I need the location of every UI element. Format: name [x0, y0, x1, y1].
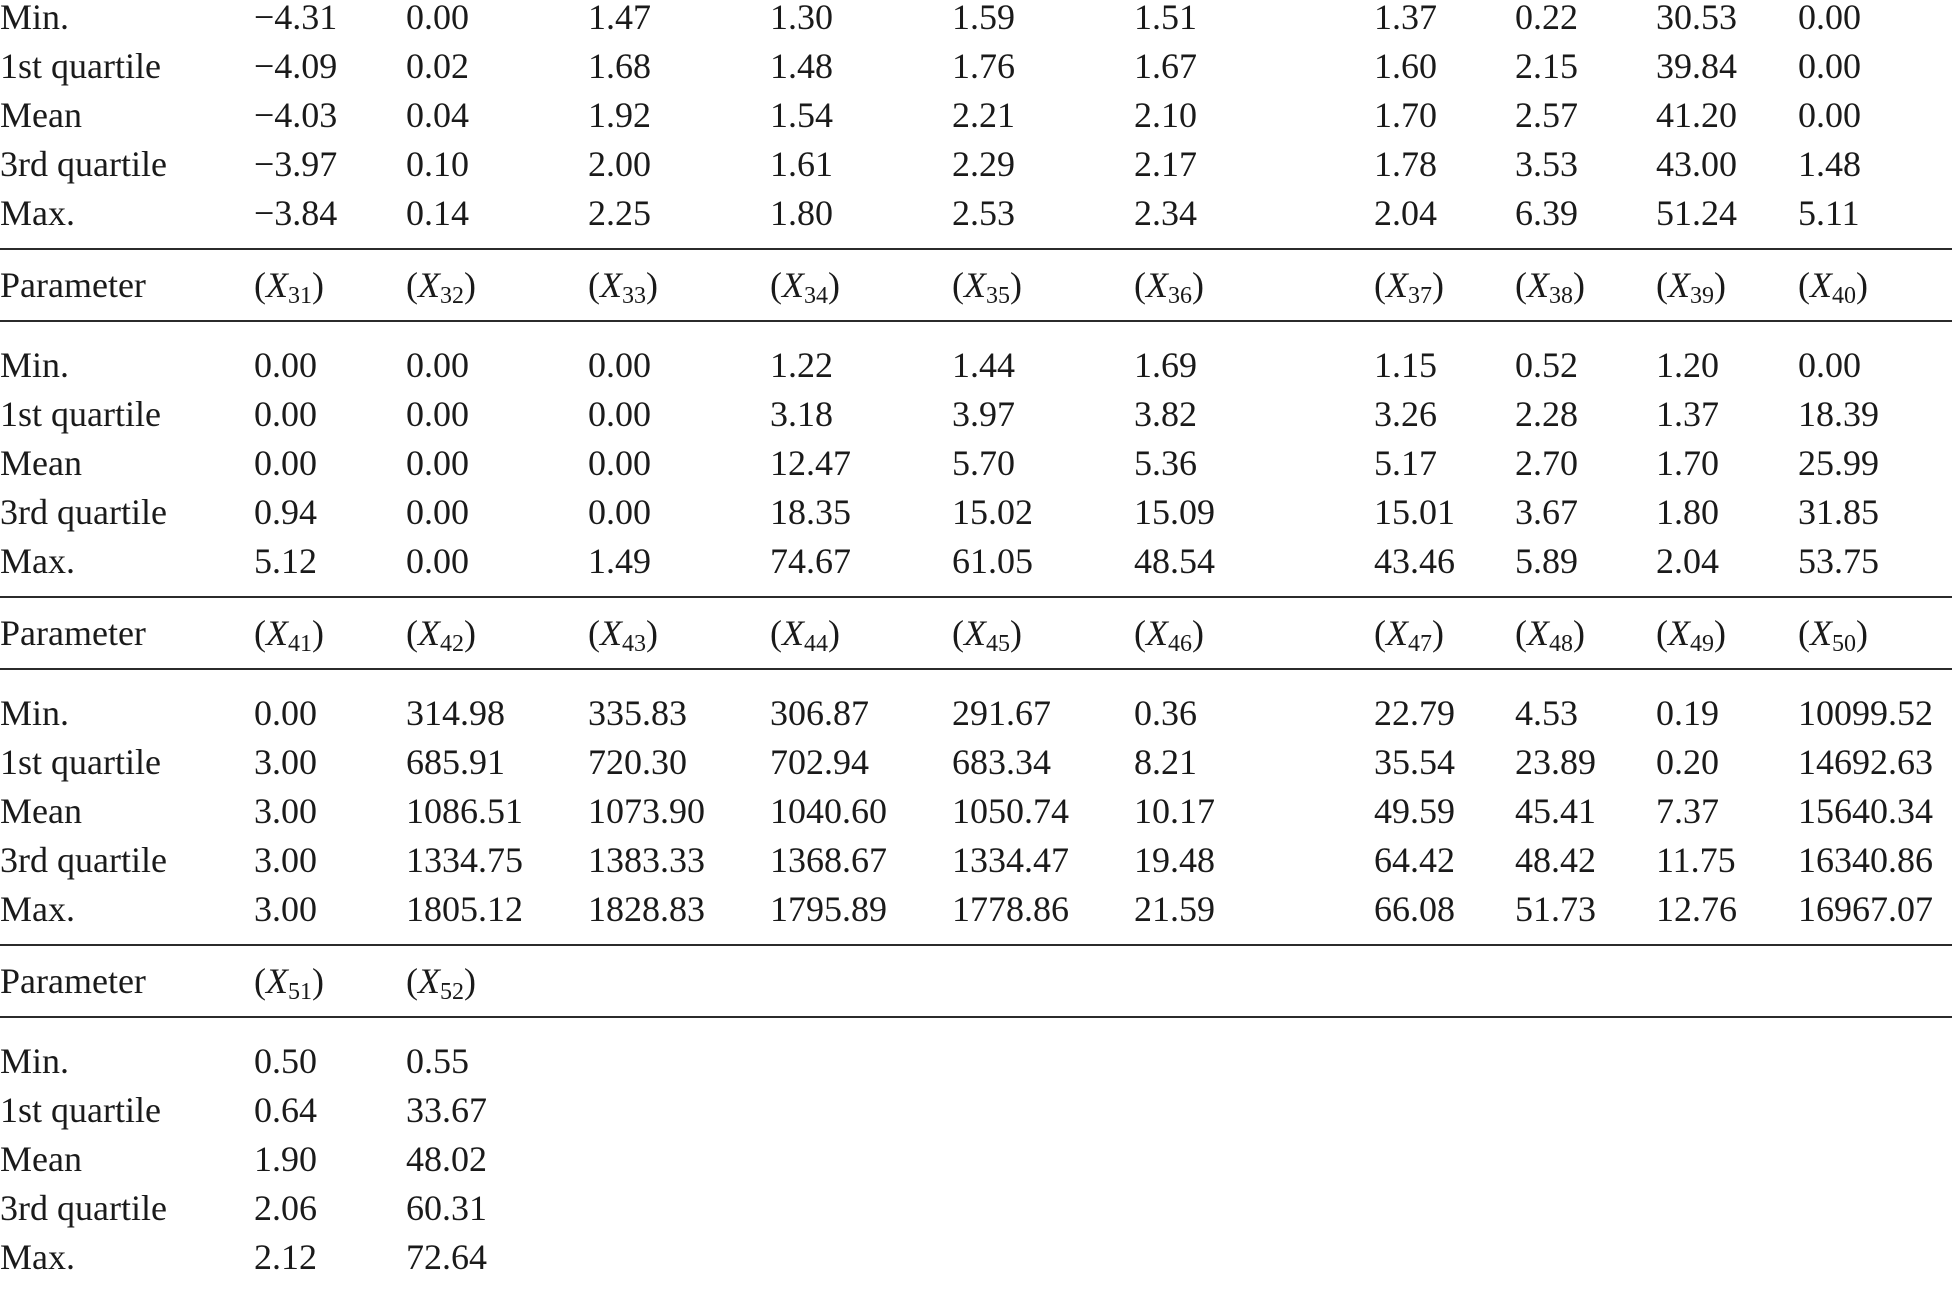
table-row [0, 1233, 1952, 1282]
table-row [0, 836, 1952, 885]
table-cell: 1.44 [952, 345, 1015, 385]
variable-symbol: X [782, 613, 804, 653]
table-cell: 1.70 [1656, 443, 1719, 483]
table-cell: 12.76 [1656, 889, 1737, 929]
variable-symbol: X [1527, 265, 1549, 305]
table-row [0, 537, 1952, 586]
table-cell: 0.00 [406, 443, 469, 483]
table-cell: 0.64 [254, 1090, 317, 1130]
row-label: Min. [0, 693, 70, 733]
table-cell: 0.00 [406, 394, 469, 434]
variable-header: $(X_{47})$ [1374, 613, 1444, 657]
table-cell: −3.84 [254, 193, 338, 233]
table-block [0, 944, 1952, 1292]
table-cell: 18.39 [1798, 394, 1879, 434]
table-cell: 1334.47 [952, 840, 1069, 880]
table-cell: 3.00 [254, 742, 317, 782]
table-block [0, 596, 1952, 944]
table-cell: 0.00 [588, 443, 651, 483]
table-cell: 0.22 [1515, 0, 1578, 37]
variable-header: $(X_{43})$ [588, 613, 658, 657]
table-cell: 2.57 [1515, 95, 1578, 135]
variable-header: $(X_{48})$ [1515, 613, 1585, 657]
table-cell: 2.29 [952, 144, 1015, 184]
table-cell: 1.60 [1374, 46, 1437, 86]
variable-symbol: X [266, 265, 288, 305]
table-cell: 39.84 [1656, 46, 1737, 86]
table-cell: 1.30 [770, 0, 833, 37]
table-cell: 64.42 [1374, 840, 1455, 880]
table-cell: 3.00 [254, 889, 317, 929]
table-cell: 0.00 [1798, 95, 1861, 135]
variable-header: $(X_{35})$ [952, 265, 1022, 309]
table-cell: 1040.60 [770, 791, 887, 831]
table-cell: 0.00 [254, 394, 317, 434]
variable-index: 45 [986, 631, 1010, 657]
table-cell: 1.37 [1656, 394, 1719, 434]
variable-symbol: X [1146, 265, 1168, 305]
variable-header: $(X_{45})$ [952, 613, 1022, 657]
table-cell: 2.04 [1656, 541, 1719, 581]
variable-symbol: X [1386, 265, 1408, 305]
table-cell: 10099.52 [1798, 693, 1933, 733]
table-cell: 72.64 [406, 1237, 487, 1277]
variable-index: 33 [622, 283, 646, 309]
table-cell: 66.08 [1374, 889, 1455, 929]
row-label: Mean [0, 1139, 82, 1179]
table-row [0, 787, 1952, 836]
row-label: Max. [0, 193, 75, 233]
table-cell: 22.79 [1374, 693, 1455, 733]
table-cell: 1.47 [588, 0, 651, 37]
table-cell: 1.80 [770, 193, 833, 233]
table-cell: 21.59 [1134, 889, 1215, 929]
table-cell: 3.26 [1374, 394, 1437, 434]
header-label: Parameter [0, 265, 146, 305]
table-block [0, 0, 1952, 248]
row-label: Mean [0, 95, 82, 135]
header-label: Parameter [0, 961, 146, 1001]
spacer [0, 1282, 1952, 1292]
variable-symbol: X [1386, 613, 1408, 653]
header-row [0, 598, 1952, 668]
variable-index: 41 [288, 631, 312, 657]
variable-symbol: X [266, 613, 288, 653]
variable-symbol: X [1668, 613, 1690, 653]
table-cell: 5.17 [1374, 443, 1437, 483]
table-cell: 14692.63 [1798, 742, 1933, 782]
table-cell: 60.31 [406, 1188, 487, 1228]
spacer [0, 670, 1952, 689]
table-cell: 1050.74 [952, 791, 1069, 831]
table-cell: 335.83 [588, 693, 687, 733]
table-cell: 51.73 [1515, 889, 1596, 929]
table-cell: 3.18 [770, 394, 833, 434]
table-cell: 2.21 [952, 95, 1015, 135]
table-cell: 15.01 [1374, 492, 1455, 532]
variable-index: 50 [1832, 631, 1856, 657]
table-cell: 0.50 [254, 1041, 317, 1081]
table-cell: 5.12 [254, 541, 317, 581]
table-cell: 2.04 [1374, 193, 1437, 233]
table-row [0, 1135, 1952, 1184]
variable-symbol: X [266, 961, 288, 1001]
variable-index: 46 [1168, 631, 1192, 657]
spacer [0, 934, 1952, 944]
table-cell: 685.91 [406, 742, 505, 782]
table-cell: 0.00 [588, 492, 651, 532]
variable-index: 40 [1832, 283, 1856, 309]
table-cell: 1.90 [254, 1139, 317, 1179]
table-cell: 16340.86 [1798, 840, 1933, 880]
table-cell: 2.34 [1134, 193, 1197, 233]
variable-header: $(X_{36})$ [1134, 265, 1204, 309]
table-cell: 1073.90 [588, 791, 705, 831]
row-label: Mean [0, 443, 82, 483]
variable-index: 37 [1408, 283, 1432, 309]
table-cell: 3.53 [1515, 144, 1578, 184]
table-row [0, 1037, 1952, 1086]
variable-header: $(X_{46})$ [1134, 613, 1204, 657]
table-row [0, 1184, 1952, 1233]
table-cell: 3.00 [254, 791, 317, 831]
table-cell: 1.51 [1134, 0, 1197, 37]
table-cell: 19.48 [1134, 840, 1215, 880]
variable-header: $(X_{38})$ [1515, 265, 1585, 309]
table-cell: 702.94 [770, 742, 869, 782]
table-cell: 15640.34 [1798, 791, 1933, 831]
table-cell: 314.98 [406, 693, 505, 733]
table-cell: 1.20 [1656, 345, 1719, 385]
table-row [0, 439, 1952, 488]
table-cell: 4.53 [1515, 693, 1578, 733]
spacer [0, 1018, 1952, 1037]
table-cell: 0.00 [254, 345, 317, 385]
table-cell: 1334.75 [406, 840, 523, 880]
table-block [0, 248, 1952, 596]
variable-header: $(X_{49})$ [1656, 613, 1726, 657]
table-cell: 1.68 [588, 46, 651, 86]
table-cell: 1.70 [1374, 95, 1437, 135]
table-cell: 5.11 [1798, 193, 1860, 233]
variable-index: 32 [440, 283, 464, 309]
table-row [0, 1086, 1952, 1135]
row-label: 1st quartile [0, 1090, 161, 1130]
table-row [0, 189, 1952, 238]
table-cell: 31.85 [1798, 492, 1879, 532]
table-cell: 2.10 [1134, 95, 1197, 135]
variable-header: $(X_{52})$ [406, 961, 476, 1005]
variable-symbol: X [600, 265, 622, 305]
variable-index: 42 [440, 631, 464, 657]
row-label: Max. [0, 889, 75, 929]
table-row [0, 885, 1952, 934]
table-cell: 1383.33 [588, 840, 705, 880]
table-cell: 1.78 [1374, 144, 1437, 184]
table-cell: 51.24 [1656, 193, 1737, 233]
table-cell: 1.15 [1374, 345, 1437, 385]
row-label: 1st quartile [0, 742, 161, 782]
table-cell: 0.04 [406, 95, 469, 135]
table-cell: 1.76 [952, 46, 1015, 86]
table-cell: 2.06 [254, 1188, 317, 1228]
variable-index: 39 [1690, 283, 1714, 309]
table-cell: 61.05 [952, 541, 1033, 581]
variable-symbol: X [1810, 265, 1832, 305]
table-cell: 1.59 [952, 0, 1015, 37]
table-cell: 7.37 [1656, 791, 1719, 831]
variable-index: 38 [1549, 283, 1573, 309]
table-cell: 12.47 [770, 443, 851, 483]
table-cell: 0.20 [1656, 742, 1719, 782]
table-cell: 1828.83 [588, 889, 705, 929]
table-cell: 0.10 [406, 144, 469, 184]
variable-symbol: X [418, 265, 440, 305]
table-cell: 2.17 [1134, 144, 1197, 184]
table-cell: 1.48 [770, 46, 833, 86]
table-cell: 16967.07 [1798, 889, 1933, 929]
table-cell: 0.00 [254, 443, 317, 483]
variable-index: 44 [804, 631, 828, 657]
table-cell: 0.00 [406, 0, 469, 37]
table-cell: 18.35 [770, 492, 851, 532]
table-cell: 306.87 [770, 693, 869, 733]
table-cell: 33.67 [406, 1090, 487, 1130]
row-label: Mean [0, 791, 82, 831]
variable-header: $(X_{51})$ [254, 961, 324, 1005]
variable-symbol: X [1668, 265, 1690, 305]
table-cell: 5.70 [952, 443, 1015, 483]
variable-header: $(X_{32})$ [406, 265, 476, 309]
row-label: 3rd quartile [0, 144, 167, 184]
table-cell: 6.39 [1515, 193, 1578, 233]
table-cell: 1.22 [770, 345, 833, 385]
table-cell: 15.02 [952, 492, 1033, 532]
table-cell: 2.15 [1515, 46, 1578, 86]
table-cell: 30.53 [1656, 0, 1737, 37]
table-cell: 720.30 [588, 742, 687, 782]
variable-index: 34 [804, 283, 828, 309]
row-label: 3rd quartile [0, 492, 167, 532]
table-cell: 10.17 [1134, 791, 1215, 831]
row-label: Min. [0, 1041, 70, 1081]
table-cell: 0.00 [406, 541, 469, 581]
table-cell: 0.00 [406, 492, 469, 532]
table-row [0, 488, 1952, 537]
table-cell: 0.00 [1798, 46, 1861, 86]
row-label: 3rd quartile [0, 840, 167, 880]
table-cell: 2.00 [588, 144, 651, 184]
variable-index: 43 [622, 631, 646, 657]
row-label: Min. [0, 345, 70, 385]
table-cell: −4.09 [254, 46, 338, 86]
row-label: 3rd quartile [0, 1188, 167, 1228]
table-cell: 48.42 [1515, 840, 1596, 880]
table-cell: 683.34 [952, 742, 1051, 782]
table-cell: 11.75 [1656, 840, 1736, 880]
spacer [0, 322, 1952, 341]
table-cell: 1.49 [588, 541, 651, 581]
table-cell: 1.80 [1656, 492, 1719, 532]
table-row [0, 738, 1952, 787]
table-cell: 41.20 [1656, 95, 1737, 135]
table-cell: 0.52 [1515, 345, 1578, 385]
variable-header: $(X_{40})$ [1798, 265, 1868, 309]
variable-index: 48 [1549, 631, 1573, 657]
table-cell: 74.67 [770, 541, 851, 581]
spacer [0, 238, 1952, 248]
table-cell: 2.53 [952, 193, 1015, 233]
variable-index: 52 [440, 979, 464, 1005]
table-cell: 2.12 [254, 1237, 317, 1277]
row-label: 1st quartile [0, 46, 161, 86]
variable-symbol: X [1810, 613, 1832, 653]
table-cell: 1.67 [1134, 46, 1197, 86]
table-cell: 0.14 [406, 193, 469, 233]
row-label: Max. [0, 1237, 75, 1277]
table-cell: 49.59 [1374, 791, 1455, 831]
variable-header: $(X_{41})$ [254, 613, 324, 657]
table-cell: 5.36 [1134, 443, 1197, 483]
table-cell: 0.55 [406, 1041, 469, 1081]
table-cell: −4.03 [254, 95, 338, 135]
table-cell: 0.00 [1798, 0, 1861, 37]
variable-symbol: X [1527, 613, 1549, 653]
header-row [0, 946, 1952, 1016]
table-cell: 2.25 [588, 193, 651, 233]
table-cell: 5.89 [1515, 541, 1578, 581]
table-cell: 25.99 [1798, 443, 1879, 483]
table-row [0, 390, 1952, 439]
table-cell: 1805.12 [406, 889, 523, 929]
table-cell: 45.41 [1515, 791, 1596, 831]
table-cell: 1.48 [1798, 144, 1861, 184]
table-row [0, 91, 1952, 140]
table-cell: 43.46 [1374, 541, 1455, 581]
table-cell: 15.09 [1134, 492, 1215, 532]
row-label: 1st quartile [0, 394, 161, 434]
table-cell: 3.97 [952, 394, 1015, 434]
variable-header: $(X_{39})$ [1656, 265, 1726, 309]
header-row [0, 250, 1952, 320]
table-cell: 43.00 [1656, 144, 1737, 184]
table-cell: 0.00 [588, 345, 651, 385]
table-cell: 1.92 [588, 95, 651, 135]
variable-header: $(X_{33})$ [588, 265, 658, 309]
variable-index: 36 [1168, 283, 1192, 309]
row-label: Min. [0, 0, 70, 37]
variable-header: $(X_{50})$ [1798, 613, 1868, 657]
table-cell: 2.70 [1515, 443, 1578, 483]
table-cell: 1795.89 [770, 889, 887, 929]
table-row [0, 42, 1952, 91]
table-row [0, 140, 1952, 189]
header-label: Parameter [0, 613, 146, 653]
table-cell: 23.89 [1515, 742, 1596, 782]
table-row [0, 689, 1952, 738]
variable-symbol: X [600, 613, 622, 653]
variable-index: 49 [1690, 631, 1714, 657]
variable-symbol: X [1146, 613, 1168, 653]
spacer [0, 586, 1952, 596]
table-cell: 291.67 [952, 693, 1051, 733]
table-cell: 0.02 [406, 46, 469, 86]
row-label: Max. [0, 541, 75, 581]
variable-index: 47 [1408, 631, 1432, 657]
table-cell: 3.82 [1134, 394, 1197, 434]
variable-symbol: X [964, 265, 986, 305]
table-cell: 1.69 [1134, 345, 1197, 385]
table-cell: 1086.51 [406, 791, 523, 831]
table-cell: 0.00 [406, 345, 469, 385]
table-cell: 0.94 [254, 492, 317, 532]
table-cell: 0.00 [588, 394, 651, 434]
table-cell: 48.54 [1134, 541, 1215, 581]
variable-symbol: X [418, 613, 440, 653]
table-cell: 1368.67 [770, 840, 887, 880]
table-cell: 0.36 [1134, 693, 1197, 733]
table-cell: 1.37 [1374, 0, 1437, 37]
table-cell: 0.00 [1798, 345, 1861, 385]
table-cell: 35.54 [1374, 742, 1455, 782]
variable-index: 35 [986, 283, 1010, 309]
table-cell: 8.21 [1134, 742, 1197, 782]
table-cell: 0.19 [1656, 693, 1719, 733]
variable-header: $(X_{37})$ [1374, 265, 1444, 309]
variable-symbol: X [418, 961, 440, 1001]
table-cell: 2.28 [1515, 394, 1578, 434]
variable-header: $(X_{42})$ [406, 613, 476, 657]
table-cell: 0.00 [254, 693, 317, 733]
variable-symbol: X [782, 265, 804, 305]
variable-header: $(X_{34})$ [770, 265, 840, 309]
table-cell: 1.54 [770, 95, 833, 135]
table-cell: −3.97 [254, 144, 338, 184]
table-cell: 1.61 [770, 144, 833, 184]
variable-header: $(X_{31})$ [254, 265, 324, 309]
variable-header: $(X_{44})$ [770, 613, 840, 657]
table-row [0, 0, 1952, 42]
variable-symbol: X [964, 613, 986, 653]
variable-index: 31 [288, 283, 312, 309]
variable-index: 51 [288, 979, 312, 1005]
table-cell: 1778.86 [952, 889, 1069, 929]
table-cell: −4.31 [254, 0, 338, 37]
table-cell: 3.00 [254, 840, 317, 880]
table-cell: 53.75 [1798, 541, 1879, 581]
table-cell: 48.02 [406, 1139, 487, 1179]
table-row [0, 341, 1952, 390]
table-cell: 3.67 [1515, 492, 1578, 532]
